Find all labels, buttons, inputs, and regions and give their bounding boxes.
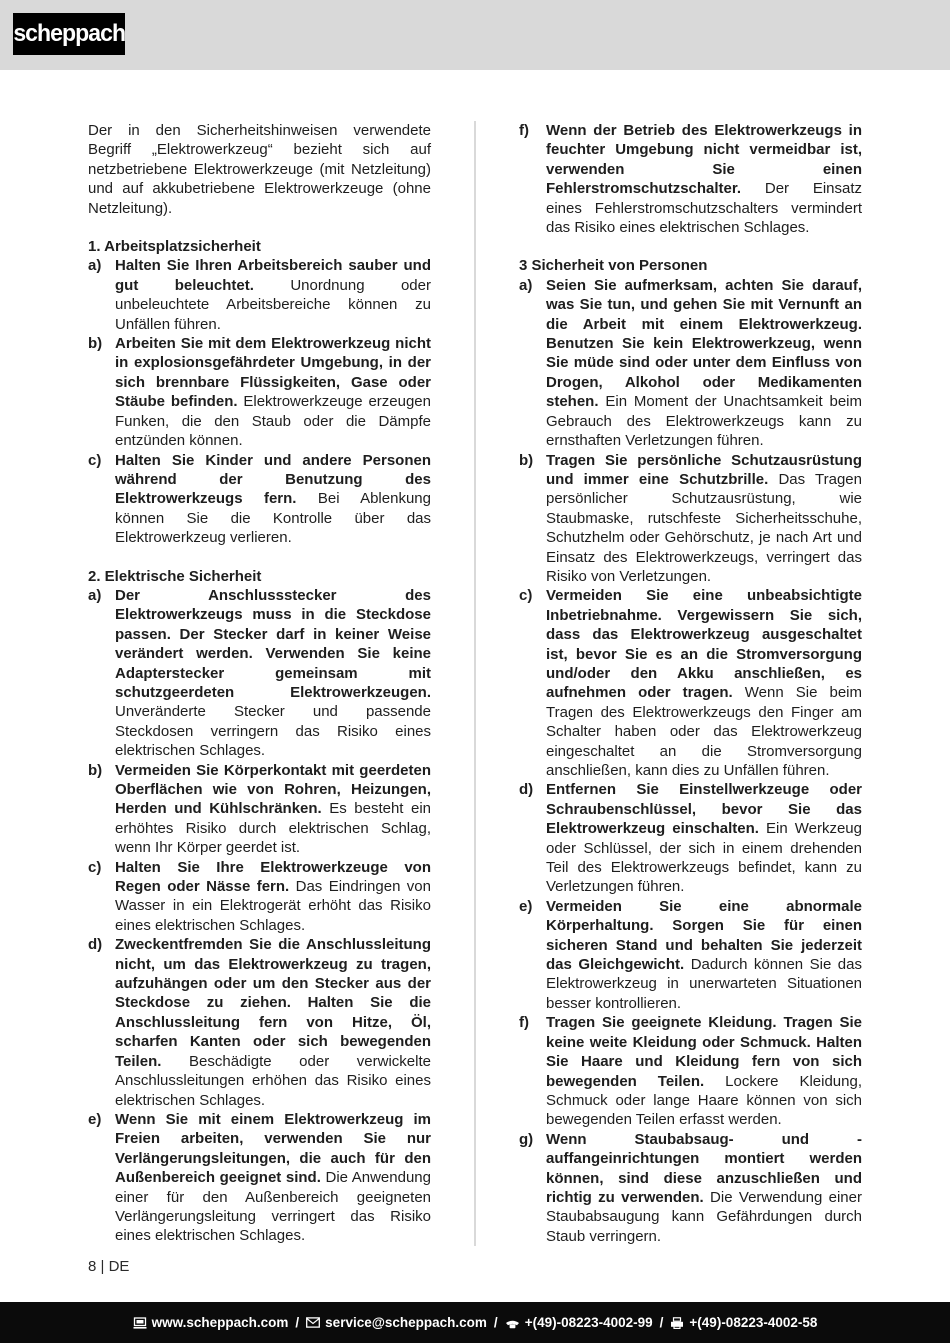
- safety-list-item: [88, 451, 431, 548]
- footer-separator: /: [493, 1315, 498, 1330]
- safety-list-item: [519, 276, 862, 451]
- footer-contact-bar: [0, 1302, 950, 1343]
- safety-list-item: [88, 256, 431, 334]
- item-letter: a): [88, 257, 102, 275]
- item-letter: e): [88, 1110, 102, 1128]
- column-left: [88, 121, 431, 1246]
- item-letter: d): [88, 936, 103, 954]
- item-letter: c): [88, 858, 102, 876]
- section-heading: 2. Elektrische Sicherheit: [88, 567, 262, 585]
- item-letter: d): [519, 781, 534, 799]
- item-letter: c): [519, 587, 533, 605]
- item-text: Wenn der Betrieb des Elektrowerkzeugs in feuchter Umgebung nicht vermeidbar ist, verwenden Sie einen Fehlerstromschutzschalter. Der Einsatz eines Fehlerstromschutzschalters vermindert das Risiko eines elektrischen Schlages.: [546, 122, 863, 237]
- safety-list-item: [519, 121, 862, 237]
- item-letter: b): [88, 761, 103, 779]
- item-text: Vermeiden Sie Körperkontakt mit geerdeten Oberflächen wie von Rohren, Heizungen, Herden und Kühlschränken. Es besteht ein erhöhtes Risiko durch elektrischen Schlag, wenn Ihr Körper geerdet ist.: [115, 761, 432, 857]
- footer-email: service@scheppach.com: [325, 1315, 487, 1330]
- safety-list-item: [88, 761, 431, 858]
- footer-phone-item: [505, 1315, 653, 1330]
- column-divider: [474, 121, 476, 1246]
- footer-fax: +(49)-08223-4002-58: [689, 1315, 818, 1330]
- section-heading: 3 Sicherheit von Personen: [519, 257, 708, 275]
- item-text: Halten Sie Kinder und andere Personen während der Benutzung des Elektrowerkzeugs fern. Bei Ablenkung können Sie die Kontrolle über das Elektrowerkzeug verlieren.: [115, 451, 431, 547]
- scheppach-logo: [13, 13, 125, 55]
- footer-website: www.scheppach.com: [151, 1315, 289, 1330]
- footer-email-item: [306, 1315, 487, 1330]
- item-text: Tragen Sie persönliche Schutzausrüstung und immer eine Schutzbrille. Das Tragen persönlicher Schutzausrüstung, wie Staubmaske, rutschfeste Sicherheitsschuhe, Schutzhelm oder Gehörschutz, je nach Art und Einsatz des Elektrowerkzeugs, verringert das Risiko von Verletzungen.: [546, 451, 862, 585]
- item-letter: a): [88, 586, 102, 604]
- item-text: Entfernen Sie Einstellwerkzeuge oder Schraubenschlüssel, bevor Sie das Elektrowerkzeug einschalten. Ein Werkzeug oder Schlüssel, der sich in einem drehenden Teil des Elektrowerkzeugs befindet, kann zu Verletzungen führen.: [546, 781, 862, 896]
- item-letter: c): [88, 451, 102, 469]
- intro-paragraph: Der in den Sicherheitshinweisen verwendete Begriff „Elektrowerkzeug“ bezieht sich auf netzbetriebene Elektrowerkzeuge (mit Netzleitung) und auf akkubetriebene Elektrowerkzeuge (ohne Netzleitung).: [88, 122, 431, 217]
- item-text: Zweckentfremden Sie die Anschlussleitung nicht, um das Elektrowerkzeug zu tragen, aufzuhängen oder um den Stecker aus der Steckdose zu ziehen. Halten Sie die Anschlussleitung fern von Hitze, Öl, scharfen Kanten oder sich bewegenden Teilen. Beschädigte oder verwickelte Anschlussleitungen erhöhen das Risiko eines elektrischen Schlages.: [115, 936, 431, 1109]
- item-text: Wenn Staubabsaug- und -auffangeinrichtungen montiert werden können, sind diese anzuschließen und richtig zu verwenden. Die Verwendung einer Staubabsaugung kann Gefährdungen durch Staub verringern.: [546, 1130, 862, 1245]
- footer-separator: /: [295, 1315, 300, 1330]
- item-text: Halten Sie Ihre Elektrowerkzeuge von Regen oder Nässe fern. Das Eindringen von Wasser in ein Elektrogerät erhöht das Risiko eines elektrischen Schlages.: [115, 858, 431, 934]
- item-letter: g): [519, 1130, 534, 1148]
- computer-icon: [133, 1317, 147, 1329]
- phone-icon: [505, 1317, 520, 1329]
- item-text: Vermeiden Sie eine unbeabsichtigte Inbetriebnahme. Vergewissern Sie sich, dass das Elektrowerkzeug ausgeschaltet ist, bevor Sie es an die Stromversorgung und/oder den Akku anschließen, es aufnehmen oder tragen. Wenn Sie beim Tragen des Elektrowerkzeugs den Finger am Schalter haben oder das Elektrowerkzeug eingeschaltet an die Stromversorgung anschließen, kann dies zu Unfällen führen.: [546, 587, 862, 779]
- safety-list-item: [88, 935, 431, 1110]
- item-text: Der Anschlussstecker des Elektrowerkzeugs muss in die Steckdose passen. Der Stecker darf in keiner Weise verändert werden. Verwenden Sie keine Adapterstecker gemeinsam mit schutzgeerdeten Elektrowerkzeugen. Unveränderte Stecker und passende Steckdosen verringern das Risiko eines elektrischen Schlages.: [115, 586, 431, 760]
- safety-list-item: [519, 897, 862, 1013]
- item-letter: a): [519, 276, 533, 294]
- safety-list-item: [519, 451, 862, 587]
- page-number: 8 | DE: [88, 1258, 130, 1275]
- column-right: [519, 121, 862, 1246]
- item-text: Arbeiten Sie mit dem Elektrowerkzeug nicht in explosionsgefährdeter Umgebung, in der sich brennbare Flüssigkeiten, Gase oder Stäube befinden. Elektrowerkzeuge erzeugen Funken, die den Staub oder die Dämpfe entzünden können.: [115, 335, 431, 450]
- item-text: Tragen Sie geeignete Kleidung. Tragen Sie keine weite Kleidung oder Schmuck. Halten Sie Haare und Kleidung fern von sich bewegenden Teilen. Lockere Kleidung, Schmuck oder lange Haare können von sich bewegenden Teilen erfasst werden.: [546, 1014, 862, 1129]
- safety-list-item: [519, 1013, 862, 1129]
- item-letter: b): [519, 451, 534, 469]
- item-letter: b): [88, 335, 103, 353]
- section-heading: 1. Arbeitsplatzsicherheit: [88, 238, 261, 256]
- item-text: Vermeiden Sie eine abnormale Körperhaltung. Sorgen Sie für einen sicheren Stand und behalten Sie jederzeit das Gleichgewicht. Dadurch können Sie das Elektrowerkzeug in unerwarteten Situationen besser kontrollieren.: [546, 897, 862, 1012]
- item-text: Seien Sie aufmerksam, achten Sie darauf, was Sie tun, und gehen Sie mit Vernunft an die Arbeit mit einem Elektrowerkzeug. Benutzen Sie kein Elektrowerkzeug, wenn Sie müde sind oder unter dem Einfluss von Drogen, Alkohol oder Medikamenten stehen. Ein Moment der Unachtsamkeit beim Gebrauch des Elektrowerkzeugs kann zu ernsthaften Verletzungen führen.: [546, 276, 862, 450]
- safety-list-item: [88, 858, 431, 936]
- safety-list-item: [519, 780, 862, 896]
- header-band: [0, 0, 950, 70]
- manual-body: [88, 121, 862, 1246]
- fax-icon: [670, 1317, 684, 1329]
- email-icon: [306, 1317, 320, 1328]
- item-text: Wenn Sie mit einem Elektrowerkzeug im Freien arbeiten, verwenden Sie nur Verlängerungsleitungen, die auch für den Außenbereich geeignet sind. Die Anwendung einer für den Außenbereich geeigneten Verlängerungsleitung verringert das Risiko eines elektrischen Schlages.: [115, 1110, 431, 1245]
- safety-list-item: [519, 586, 862, 780]
- logo-text: scheppach: [13, 20, 125, 47]
- item-letter: e): [519, 897, 533, 915]
- footer-separator: /: [659, 1315, 664, 1330]
- safety-list-item: [88, 1110, 431, 1246]
- item-letter: f): [519, 1014, 529, 1032]
- footer-fax-item: [670, 1315, 817, 1330]
- item-letter: f): [519, 122, 529, 139]
- footer-phone: +(49)-08223-4002-99: [524, 1315, 653, 1330]
- safety-list-item: [519, 1130, 862, 1246]
- footer-website-item: [133, 1315, 289, 1330]
- item-text: Halten Sie Ihren Arbeitsbereich sauber und gut beleuchtet. Unordnung oder unbeleuchtete Arbeitsbereiche können zu Unfällen führen.: [115, 257, 431, 333]
- safety-list-item: [88, 334, 431, 450]
- safety-list-item: [88, 586, 431, 761]
